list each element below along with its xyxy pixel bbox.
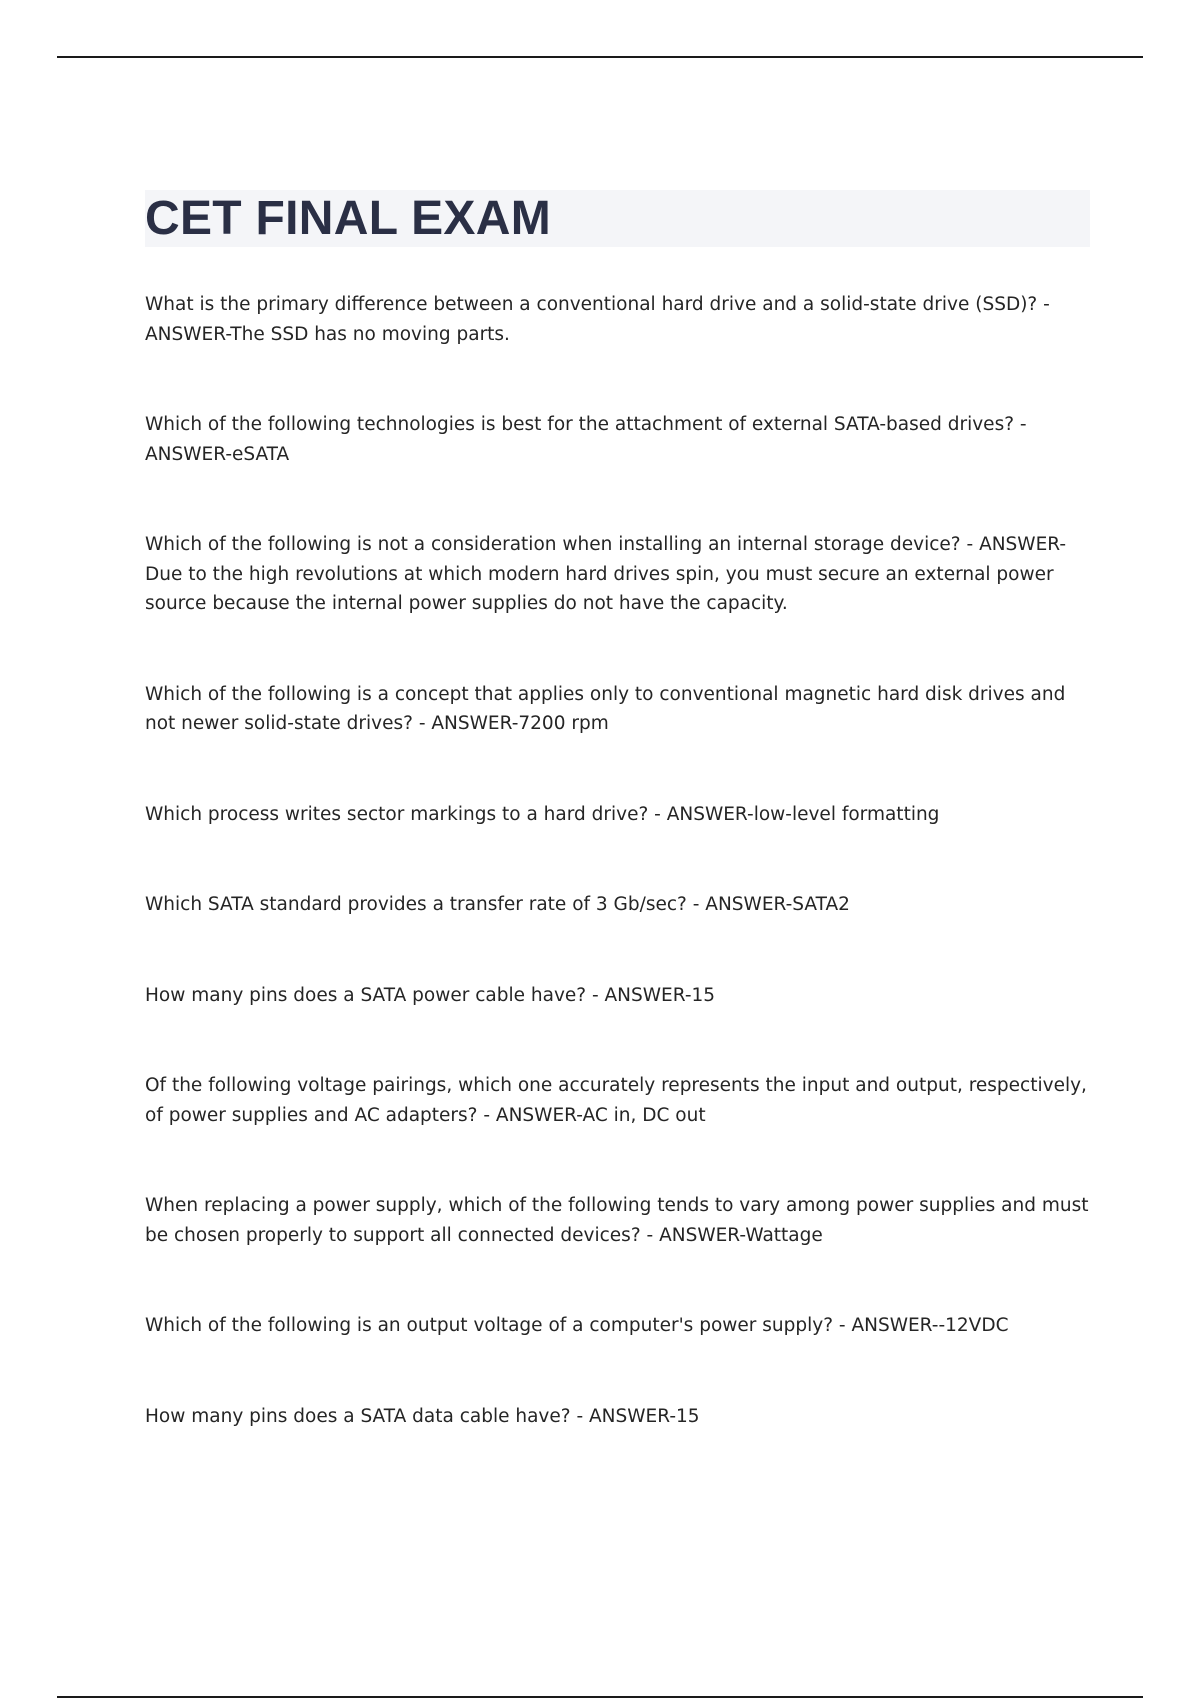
document-title: CET FINAL EXAM: [145, 192, 551, 245]
question-item: What is the primary difference between a conventional hard drive and a solid-state drive (SSD)? - ANSWER-The SSD has no moving parts.: [145, 294, 1050, 345]
question-item: How many pins does a SATA data cable have? - ANSWER-15: [145, 1405, 700, 1427]
top-divider: [57, 56, 1143, 58]
bottom-divider: [57, 1696, 1143, 1698]
question-item: Which of the following technologies is best for the attachment of external SATA-based drives? - ANSWER-eSATA: [145, 414, 1027, 465]
question-item: Which of the following is an output voltage of a computer's power supply? - ANSWER--12VDC: [145, 1315, 1009, 1336]
question-item: Which of the following is not a consideration when installing an internal storage device? - ANSWER-Due to the high revolutions at which modern hard drives spin, you must secure an external power source because the internal power supplies do not have the capacity.: [145, 534, 1067, 614]
question-item: When replacing a power supply, which of the following tends to vary among power supplies and must be chosen properly to support all connected devices? - ANSWER-Wattage: [145, 1195, 1089, 1246]
question-item: Which process writes sector markings to a hard drive? - ANSWER-low-level formatting: [145, 803, 940, 825]
question-item: How many pins does a SATA power cable have? - ANSWER-15: [145, 984, 716, 1006]
question-list: [145, 290, 1090, 1431]
question-item: Which of the following is a concept that applies only to conventional magnetic hard disk drives and not newer solid-state drives? - ANSWER-7200 rpm: [145, 683, 1066, 734]
question-item: Of the following voltage pairings, which one accurately represents the input and output, respectively, of power supplies and AC adapters? - ANSWER-AC in, DC out: [145, 1075, 1087, 1126]
question-item: Which SATA standard provides a transfer rate of 3 Gb/sec? - ANSWER-SATA2: [145, 894, 850, 915]
